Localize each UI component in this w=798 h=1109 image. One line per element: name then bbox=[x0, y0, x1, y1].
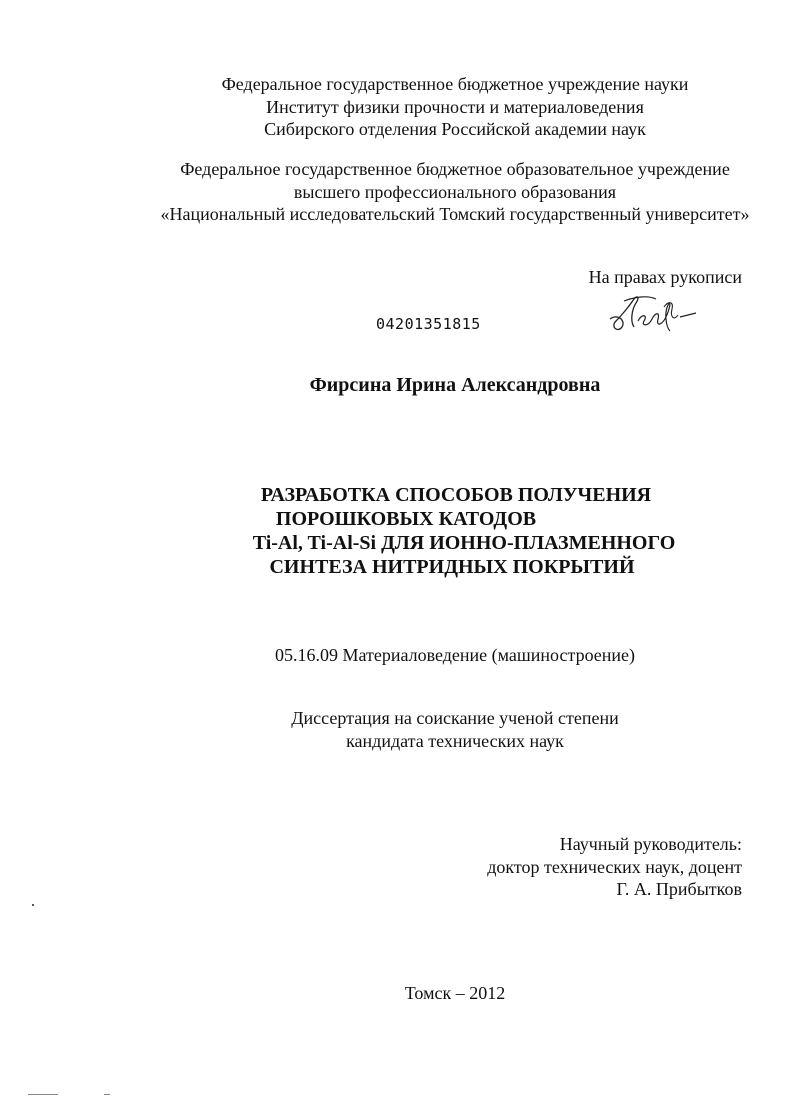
university-line: Федеральное государственное бюджетное образовательное учреждение bbox=[180, 159, 730, 179]
author-name: Фирсина Ирина Александровна bbox=[309, 374, 601, 396]
handwritten-signature bbox=[604, 291, 700, 337]
title-line: РАЗРАБОТКА СПОСОБОВ ПОЛУЧЕНИЯ bbox=[260, 484, 652, 506]
manuscript-note: На правах рукописи bbox=[588, 267, 742, 287]
university-line: «Национальный исследовательский Томский государственный университет» bbox=[160, 204, 750, 224]
dissertation-title bbox=[240, 483, 676, 579]
institution-header bbox=[0, 73, 798, 141]
title-line: ПОРОШКОВЫХ КАТОДОВ bbox=[275, 508, 537, 530]
institution-line: Институт физики прочности и материаловедения bbox=[266, 96, 644, 117]
degree-line: кандидата технических наук bbox=[346, 730, 564, 751]
supervisor-name: Г. А. Прибытков bbox=[616, 879, 742, 899]
supervisor-credentials: доктор технических наук, доцент bbox=[487, 856, 742, 877]
degree-line: Диссертация на соискание ученой степени bbox=[291, 708, 619, 728]
university-line: высшего профессионального образования bbox=[293, 181, 617, 202]
supervisor-block bbox=[487, 833, 742, 901]
institution-line: Федеральное государственное бюджетное учреждение науки bbox=[221, 74, 689, 94]
scan-mark bbox=[28, 1094, 58, 1095]
degree-statement bbox=[0, 707, 798, 752]
specialty-code: 05.16.09 Материаловедение (машиностроение) bbox=[274, 645, 636, 665]
scan-speck bbox=[32, 904, 34, 906]
title-line: СИНТЕЗА НИТРИДНЫХ ПОКРЫТИЙ bbox=[269, 556, 635, 578]
university-header bbox=[0, 158, 798, 226]
registration-number: 04201351815 bbox=[376, 315, 481, 333]
supervisor-label: Научный руководитель: bbox=[559, 834, 742, 854]
title-line: Ti-Al, Ti-Al-Si ДЛЯ ИОННО-ПЛАЗМЕННОГО bbox=[252, 532, 676, 554]
scan-mark bbox=[104, 1094, 110, 1095]
institution-line: Сибирского отделения Российской академии наук bbox=[264, 119, 646, 139]
city-year: Томск – 2012 bbox=[404, 983, 506, 1003]
